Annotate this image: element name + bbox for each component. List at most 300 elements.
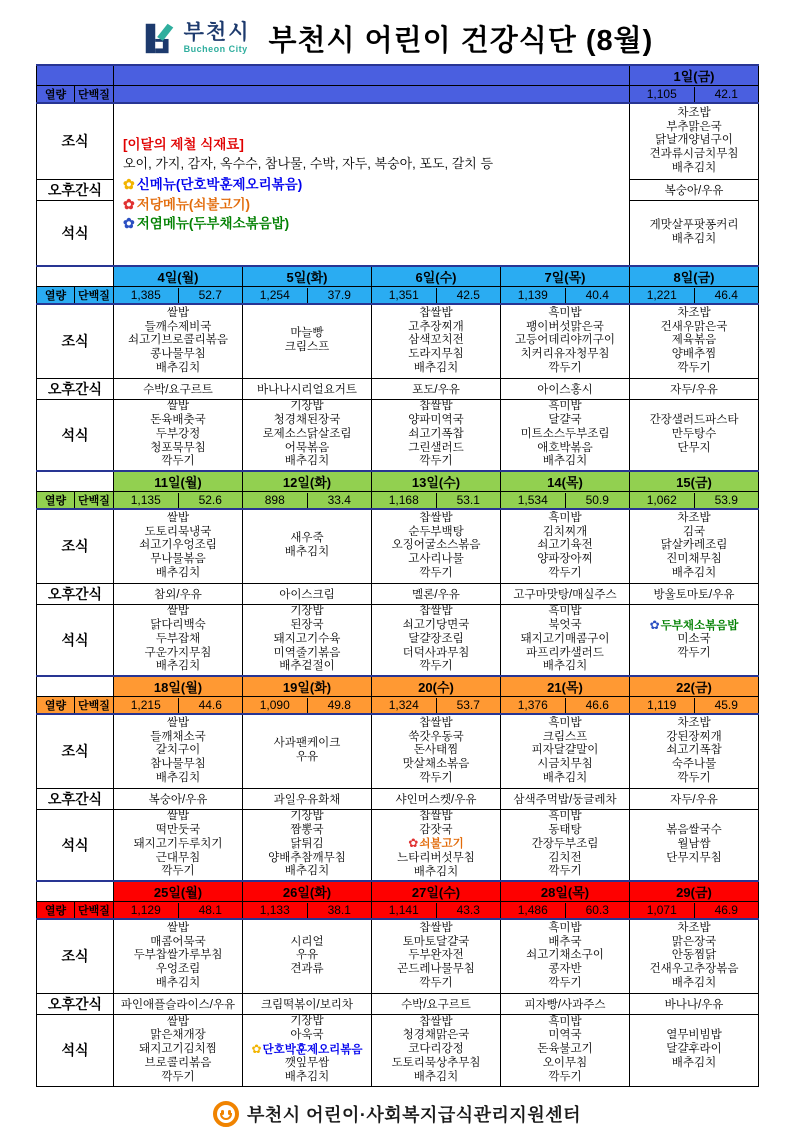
breakfast-label: 조식 [37, 509, 114, 583]
dinner-cell [114, 399, 243, 471]
date-cell: 14(목) [501, 471, 630, 492]
date-cell: 6일(수) [372, 266, 501, 287]
menu-item: 깻잎무쌈 [284, 1057, 330, 1070]
protein-value: 44.6 [198, 697, 222, 712]
menu-item: 배추김치 [671, 1056, 717, 1069]
date-cell: 19일(화) [243, 676, 372, 697]
dinner-cell [630, 809, 759, 881]
menu-item: 게맛살푸팟퐁커리 [649, 218, 739, 231]
calorie-value: 1,324 [372, 698, 437, 713]
menu-item: 크림스프 [542, 730, 588, 743]
nutrition-values [630, 697, 759, 715]
snack-cell: 파인애플슬라이스/우유 [114, 993, 243, 1014]
menu-item: 단무지무침 [666, 851, 722, 864]
menu-item: 찹쌀밥 [419, 605, 453, 618]
menu-item: 제육볶음 [671, 334, 717, 347]
menu-item: 찹쌀밥 [419, 809, 453, 822]
menu-item: 돼지고기김치찜 [139, 1043, 217, 1056]
calorie-value: 1,139 [501, 288, 566, 303]
menu-item: 흑미밥 [548, 400, 582, 413]
nutrition-spacer [114, 86, 630, 104]
seasonal-items: 오이, 가지, 감자, 옥수수, 참나물, 수박, 자두, 복숭아, 포도, 갈치 등 [123, 156, 494, 172]
menu-item: 청포묵무침 [150, 441, 206, 454]
nutrition-values [630, 287, 759, 305]
dinner-cell [114, 1014, 243, 1086]
snack-cell: 과일우유화채 [243, 788, 372, 809]
week-header-corner [37, 266, 114, 287]
snack-cell: 샤인머스켓/우유 [372, 788, 501, 809]
menu-item: 오징어굴소스볶음 [391, 539, 481, 552]
menu-item: 숙주나물 [671, 758, 717, 771]
nutrition-values [501, 697, 630, 715]
snack-cell: 삼색주먹밥/둥글레차 [501, 788, 630, 809]
menu-item: 깍두기 [161, 865, 195, 878]
nutrition-values [243, 287, 372, 305]
menu-item: 팽이버섯맑은국 [526, 320, 604, 333]
menu-item-highlight: ✿ 저염메뉴(두부채소볶음밥) [123, 214, 623, 234]
menu-item: 새우죽 [290, 532, 324, 545]
dinner-cell [243, 399, 372, 471]
menu-item: 양배추찜 [671, 348, 717, 361]
calorie-value: 1,090 [243, 698, 308, 713]
protein-value: 60.3 [585, 902, 609, 917]
menu-item: 들깨채소국 [150, 730, 206, 743]
breakfast-cell [114, 919, 243, 993]
menu-item: 된장국 [290, 619, 324, 632]
protein-value: 48.1 [198, 902, 222, 917]
menu-item: 깍두기 [161, 455, 195, 468]
menu-item: 느타리버섯무침 [397, 852, 475, 865]
flower-red-icon: ✿ [123, 195, 135, 212]
dinner-cell [630, 200, 759, 266]
menu-item: 쌀밥 [166, 716, 190, 729]
menu-item: 들깨수제비국 [144, 320, 212, 333]
dinner-label: 석식 [37, 200, 114, 266]
menu-item: 기장밥 [290, 810, 324, 823]
dinner-label: 석식 [37, 399, 114, 471]
calorie-value: 1,129 [114, 903, 179, 918]
menu-item: 깍두기 [548, 865, 582, 878]
nutrition-values [243, 697, 372, 715]
menu-item: 쇠고기당면국 [402, 619, 470, 632]
menu-item: 깍두기 [161, 1070, 195, 1083]
menu-item: 간장두부조림 [531, 837, 599, 850]
flower-red-icon: ✿ [408, 836, 419, 851]
breakfast-cell [501, 304, 630, 378]
snack-cell: 포도/우유 [372, 378, 501, 399]
snack-cell: 아이스크림 [243, 583, 372, 604]
menu-item: 치커리유자청무침 [520, 348, 610, 361]
calorie-value: 1,105 [630, 87, 695, 102]
menu-item: 코다리강정 [408, 1043, 464, 1056]
snack-cell: 자두/우유 [630, 788, 759, 809]
snack-cell: 참외/우유 [114, 583, 243, 604]
menu-item: 동태탕 [548, 824, 582, 837]
calorie-value: 1,486 [501, 903, 566, 918]
logo-korean-text: 부천시 [183, 21, 251, 44]
menu-item: 닭튀김 [290, 837, 324, 850]
menu-item: 북엇국 [548, 619, 582, 632]
menu-item: 배추김치 [155, 976, 201, 989]
menu-item: 흑미밥 [548, 716, 582, 729]
protein-value: 52.7 [198, 287, 222, 302]
calorie-value: 1,062 [630, 493, 695, 508]
menu-item: 배추국 [548, 935, 582, 948]
breakfast-cell [114, 304, 243, 378]
menu-item: 김치찌개 [542, 525, 588, 538]
date-cell: 8일(금) [630, 266, 759, 287]
menu-item: 맑은채개장 [150, 1029, 206, 1042]
menu-item: 고추장찌개 [408, 320, 464, 333]
dinner-cell [114, 809, 243, 881]
logo-english-text: Bucheon City [183, 44, 248, 54]
menu-item: 우엉조림 [155, 963, 201, 976]
protein-value: 49.8 [327, 697, 351, 712]
date-cell: 18일(월) [114, 676, 243, 697]
breakfast-label: 조식 [37, 304, 114, 378]
protein-value: 42.5 [456, 287, 480, 302]
menu-item: 쇠고기브로콜리볶음 [128, 334, 228, 347]
flower-yellow-icon: ✿ [123, 176, 135, 193]
snack-label: 오후간식 [37, 583, 114, 604]
menu-item: 쌀밥 [166, 306, 190, 319]
menu-item: 건새우맑은국 [660, 320, 728, 333]
menu-item: 흑미밥 [548, 921, 582, 934]
page-header [0, 0, 794, 64]
menu-item: 배추김치 [155, 771, 201, 784]
menu-item: 김국 [682, 525, 706, 538]
date-cell: 22(금) [630, 676, 759, 697]
menu-item: 로제소스닭살조림 [262, 427, 352, 440]
menu-item: 깍두기 [677, 647, 711, 660]
week-header-corner [37, 471, 114, 492]
seasonal-title: [이달의 제철 식재료] [123, 137, 244, 153]
menu-item: 애호박볶음 [537, 441, 593, 454]
menu-item: 차조밥 [677, 716, 711, 729]
breakfast-cell [372, 304, 501, 378]
menu-item: 찹쌀밥 [419, 511, 453, 524]
menu-item: 피자달걀말이 [531, 744, 599, 757]
flower-yellow-icon: ✿ [251, 1041, 262, 1056]
calorie-value: 1,376 [501, 698, 566, 713]
breakfast-cell [630, 103, 759, 179]
date-cell: 12일(화) [243, 471, 372, 492]
calorie-value: 1,385 [114, 288, 179, 303]
menu-item: 기장밥 [290, 400, 324, 413]
dinner-cell [630, 604, 759, 676]
menu-item: 찹쌀밥 [419, 306, 453, 319]
menu-item: 고등어데리야끼구이 [515, 334, 615, 347]
breakfast-cell [243, 714, 372, 788]
menu-item: 순두부백탕 [408, 525, 464, 538]
menu-item: 흑미밥 [548, 306, 582, 319]
menu-item: 간장샐러드파스타 [649, 414, 739, 427]
date-cell: 11일(월) [114, 471, 243, 492]
menu-item: 돈육불고기 [537, 1043, 593, 1056]
breakfast-cell [630, 509, 759, 583]
calorie-value: 1,135 [114, 493, 179, 508]
protein-label: 단백질 [75, 492, 114, 510]
menu-item: 차조밥 [677, 921, 711, 934]
menu-item: 깍두기 [419, 771, 453, 784]
menu-item: 깍두기 [419, 660, 453, 673]
calorie-label: 열량 [37, 287, 75, 305]
breakfast-cell [243, 509, 372, 583]
bucheon-logo-icon [141, 19, 179, 57]
menu-item: 차조밥 [677, 106, 711, 119]
date-cell: 28일(목) [501, 881, 630, 902]
menu-item: 쌀밥 [166, 605, 190, 618]
snack-cell: 바나나시리얼요거트 [243, 378, 372, 399]
menu-item: 무나물볶음 [150, 553, 206, 566]
breakfast-cell [243, 919, 372, 993]
dinner-cell [501, 809, 630, 881]
breakfast-cell [501, 714, 630, 788]
menu-item: 배추김치 [671, 976, 717, 989]
dinner-label: 석식 [37, 809, 114, 881]
dinner-label: 석식 [37, 604, 114, 676]
protein-value: 33.4 [327, 492, 351, 507]
menu-item: 두부완자전 [408, 949, 464, 962]
protein-value: 53.9 [714, 492, 738, 507]
breakfast-label: 조식 [37, 714, 114, 788]
nutrition-values [372, 287, 501, 305]
menu-item: 도토리묵냉국 [144, 525, 212, 538]
calorie-value: 1,133 [243, 903, 308, 918]
page-title: 부천시 어린이 건강식단 (8월) [268, 24, 654, 57]
breakfast-cell [630, 714, 759, 788]
seasonal-notes [114, 103, 630, 266]
menu-item: 매콤어묵국 [150, 935, 206, 948]
snack-cell: 방울토마토/우유 [630, 583, 759, 604]
menu-item: 청경채된장국 [273, 414, 341, 427]
date-cell: 4일(월) [114, 266, 243, 287]
calorie-label: 열량 [37, 86, 75, 104]
menu-item: 미소국 [677, 633, 711, 646]
menu-item: 단무지 [677, 441, 711, 454]
menu-item: 배추김치 [284, 546, 330, 559]
calorie-label: 열량 [37, 902, 75, 920]
menu-item: 쇠고기채소구이 [526, 949, 604, 962]
date-cell: 21(목) [501, 676, 630, 697]
menu-item: 돼지고기매콤구이 [520, 632, 610, 645]
date-cell: 7일(목) [501, 266, 630, 287]
snack-cell: 아이스홍시 [501, 378, 630, 399]
menu-item: 쇠고기폭찹 [408, 427, 464, 440]
snack-label: 오후간식 [37, 993, 114, 1014]
menu-item: 깍두기 [677, 771, 711, 784]
menu-item-highlight: ✿ 신메뉴(단호박훈제오리볶음) [123, 175, 623, 195]
flower-blue-icon: ✿ [123, 215, 135, 232]
menu-item: 배추김치 [284, 865, 330, 878]
menu-item: 아욱국 [290, 1028, 324, 1041]
dinner-cell [630, 1014, 759, 1086]
menu-item: 맛살채소볶음 [402, 758, 470, 771]
dinner-cell [243, 1014, 372, 1086]
menu-item: 청경채맑은국 [402, 1029, 470, 1042]
nutrition-values [501, 902, 630, 920]
protein-label: 단백질 [75, 697, 114, 715]
snack-label: 오후간식 [37, 378, 114, 399]
date-cell: 13일(수) [372, 471, 501, 492]
calorie-value: 1,119 [630, 698, 695, 713]
protein-value: 50.9 [585, 492, 609, 507]
menu-item: 배추김치 [155, 660, 201, 673]
menu-item: 돈육배춧국 [150, 414, 206, 427]
protein-value: 53.7 [456, 697, 480, 712]
menu-item: 쌀밥 [166, 810, 190, 823]
snack-cell: 피자빵/사과주스 [501, 993, 630, 1014]
calorie-value: 898 [243, 493, 308, 508]
calorie-value: 1,071 [630, 903, 695, 918]
menu-item: 진미채무침 [666, 553, 722, 566]
dinner-cell [372, 604, 501, 676]
menu-item: 그린샐러드 [408, 441, 464, 454]
breakfast-label: 조식 [37, 919, 114, 993]
protein-value: 37.9 [327, 287, 351, 302]
protein-value: 46.4 [714, 287, 738, 302]
calorie-value: 1,215 [114, 698, 179, 713]
nutrition-values [501, 287, 630, 305]
menu-item: 어묵볶음 [284, 441, 330, 454]
breakfast-cell [243, 304, 372, 378]
menu-item: 토마토달걀국 [402, 935, 470, 948]
snack-cell: 크림떡볶이/보리차 [243, 993, 372, 1014]
dinner-cell [372, 399, 501, 471]
nutrition-values [630, 86, 759, 104]
menu-item: 쌀밥 [166, 921, 190, 934]
menu-item: 쇠고기육전 [537, 539, 593, 552]
menu-item: 두부강정 [155, 427, 201, 440]
week-header-corner [37, 676, 114, 697]
breakfast-cell [114, 509, 243, 583]
menu-item: 찹쌀밥 [419, 1015, 453, 1028]
week-header-spacer [114, 65, 630, 86]
nutrition-values [372, 492, 501, 510]
menu-item: 배추김치 [542, 771, 588, 784]
snack-cell: 바나나/우유 [630, 993, 759, 1014]
menu-item: 더덕사과무침 [402, 646, 470, 659]
dinner-cell [114, 604, 243, 676]
menu-item: 흑미밥 [548, 1015, 582, 1028]
snack-cell: 자두/우유 [630, 378, 759, 399]
menu-item: 배추김치 [284, 1071, 330, 1084]
calorie-label: 열량 [37, 492, 75, 510]
menu-item: 배추김치 [413, 865, 459, 878]
menu-item: 배추김치 [284, 455, 330, 468]
menu-item: 배추김치 [671, 566, 717, 579]
menu-item: 찹쌀밥 [419, 921, 453, 934]
menu-item: 배추김치 [155, 566, 201, 579]
menu-item: 월남쌈 [677, 837, 711, 850]
menu-item: 양배추참깨무침 [268, 851, 346, 864]
protein-value: 40.4 [585, 287, 609, 302]
menu-item: 깍두기 [419, 566, 453, 579]
dinner-cell [630, 399, 759, 471]
menu-item: 브로콜리볶음 [144, 1056, 212, 1069]
dinner-cell [501, 1014, 630, 1086]
menu-item: 참나물무침 [150, 758, 206, 771]
breakfast-cell [372, 509, 501, 583]
menu-item: 짬뽕국 [290, 824, 324, 837]
menu-item: 배추김치 [542, 455, 588, 468]
nutrition-values [630, 492, 759, 510]
menu-item: 배추겉절이 [279, 660, 335, 673]
nutrition-values [243, 492, 372, 510]
protein-value: 42.1 [714, 86, 738, 101]
snack-cell: 복숭아/우유 [630, 179, 759, 200]
dinner-cell [372, 1014, 501, 1086]
nutrition-values [114, 287, 243, 305]
protein-label: 단백질 [75, 287, 114, 305]
breakfast-cell [630, 919, 759, 993]
menu-item: 양파미역국 [408, 414, 464, 427]
menu-item-highlight: ✿ 저당메뉴(쇠불고기) [123, 195, 623, 215]
menu-item: 시리얼 [290, 935, 324, 948]
menu-item: 파프리카샐러드 [526, 646, 604, 659]
menu-item: 갈치구이 [155, 744, 201, 757]
menu-item: 콩자반 [548, 963, 582, 976]
menu-item: 감잣국 [419, 823, 453, 836]
week-header-corner [37, 65, 114, 86]
menu-item: 깍두기 [548, 976, 582, 989]
protein-value: 52.6 [198, 492, 222, 507]
snack-cell: 멜론/우유 [372, 583, 501, 604]
menu-item: 차조밥 [677, 511, 711, 524]
menu-item-highlight: ✿두부채소볶음밥 [649, 617, 739, 632]
menu-item: 건새우고추장볶음 [649, 963, 739, 976]
menu-item: 배추김치 [413, 361, 459, 374]
nutrition-values [372, 902, 501, 920]
breakfast-cell [372, 714, 501, 788]
protein-value: 53.1 [456, 492, 480, 507]
date-cell: 5일(화) [243, 266, 372, 287]
protein-value: 38.1 [327, 902, 351, 917]
menu-item: 차조밥 [677, 306, 711, 319]
protein-label: 단백질 [75, 86, 114, 104]
menu-item: 우유 [295, 949, 319, 962]
breakfast-cell [501, 919, 630, 993]
nutrition-values [243, 902, 372, 920]
menu-item: 닭살카레조림 [660, 539, 728, 552]
menu-item: 달걀국 [548, 414, 582, 427]
menu-item: 미역줄기볶음 [273, 646, 341, 659]
breakfast-cell [501, 509, 630, 583]
dinner-cell [243, 809, 372, 881]
menu-item: 부추맑은국 [666, 120, 722, 133]
date-cell: 15(금) [630, 471, 759, 492]
menu-item: 미트소스두부조림 [520, 427, 610, 440]
menu-item: 돼지고기수육 [273, 632, 341, 645]
nutrition-values [114, 697, 243, 715]
menu-item: 두부잡채 [155, 632, 201, 645]
menu-item: 견과류시금치무침 [649, 148, 739, 161]
menu-item: 떡만둣국 [155, 824, 201, 837]
menu-item: 깍두기 [548, 361, 582, 374]
menu-item: 우유 [295, 751, 319, 764]
calorie-value: 1,254 [243, 288, 308, 303]
menu-item: 근대무침 [155, 851, 201, 864]
dinner-cell [501, 604, 630, 676]
menu-item: 깍두기 [548, 566, 582, 579]
snack-label: 오후간식 [37, 179, 114, 200]
menu-item: 찹쌀밥 [419, 716, 453, 729]
menu-item: 깍두기 [419, 455, 453, 468]
nutrition-values [114, 902, 243, 920]
menu-item: 배추김치 [542, 660, 588, 673]
menu-item: 깍두기 [419, 976, 453, 989]
dinner-cell [501, 399, 630, 471]
